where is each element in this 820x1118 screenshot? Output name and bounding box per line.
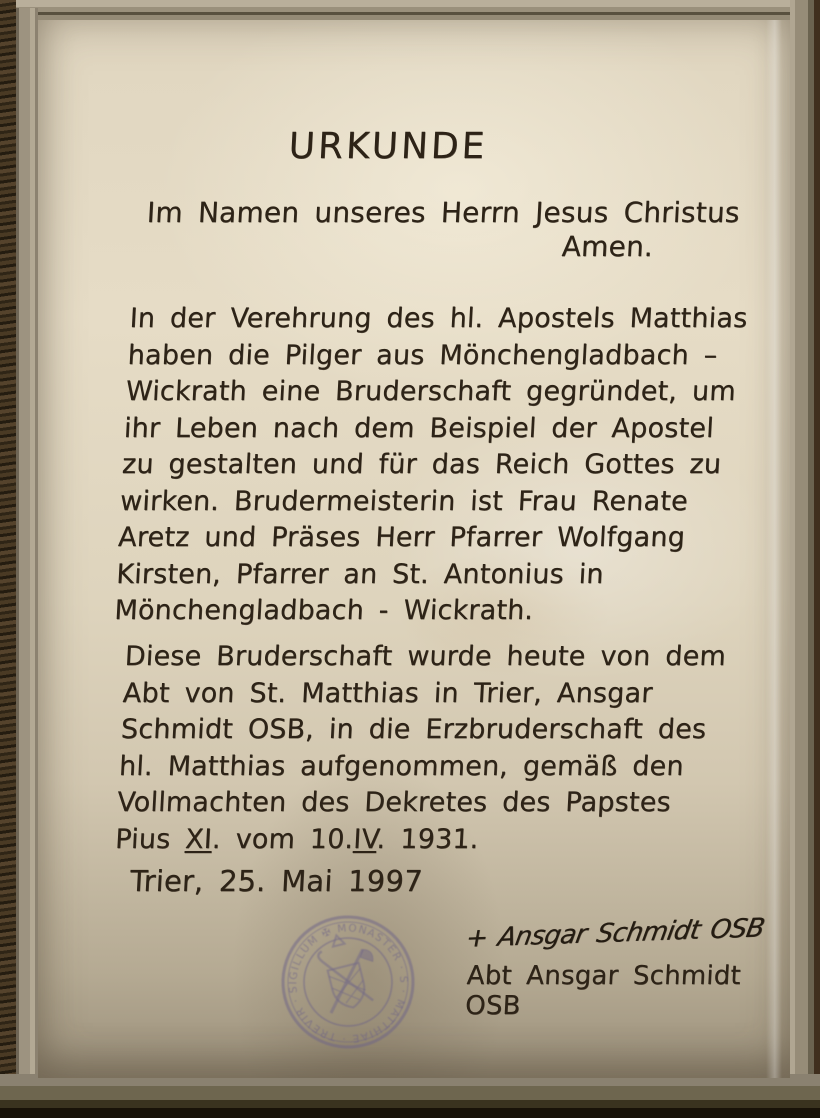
text-line: Wickrath eine Bruderschaft gegründet, um bbox=[125, 376, 737, 407]
admission-paragraph bbox=[114, 639, 727, 858]
picture-frame-left-outer bbox=[0, 0, 16, 1118]
text-segment: . 1931. bbox=[375, 823, 480, 855]
text-line: Mönchengladbach - Wickrath. bbox=[113, 595, 535, 626]
document-title: URKUNDE bbox=[287, 126, 489, 167]
text-line: hl. Matthias aufgenommen, gemäß den bbox=[118, 750, 685, 782]
pius-decree-line bbox=[114, 822, 717, 859]
certificate-paper bbox=[38, 20, 790, 1078]
text-line: Abt von St. Matthias in Trier, Ansgar bbox=[122, 677, 654, 709]
seal-ring-text: SIGILLUM ✠ MONASTER · S · MATTHIAE · TREVIR · bbox=[287, 922, 410, 1045]
amen-line: Amen. bbox=[560, 230, 654, 263]
text-line: Schmidt OSB, in die Erzbruderschaft des bbox=[120, 714, 708, 745]
invocation-line: Im Namen unseres Herrn Jesus Christus bbox=[146, 196, 741, 229]
text-segment: Pius bbox=[114, 823, 187, 855]
text-line: In der Verehrung des hl. Apostels Matthias bbox=[128, 303, 749, 334]
text-line: Vollmachten des Dekretes des Papstes bbox=[116, 787, 672, 818]
dateline: Trier, 25. Mai 1997 bbox=[129, 864, 424, 898]
text-segment: . vom 10. bbox=[211, 823, 355, 855]
text-line: Diese Bruderschaft wurde heute von dem bbox=[124, 641, 727, 672]
handwritten-signature: + Ansgar Schmidt OSB bbox=[463, 913, 767, 954]
text-line: ihr Leben nach dem Beispiel der Apostel bbox=[123, 412, 715, 444]
invocation-block bbox=[144, 196, 792, 264]
monastery-seal-stamp bbox=[261, 895, 436, 1070]
signature-name-line: Abt Ansgar Schmidt OSB bbox=[464, 961, 742, 1021]
signature-block bbox=[463, 913, 796, 1021]
picture-frame-bottom bbox=[0, 1074, 820, 1118]
roman-numeral-iv: IV bbox=[352, 823, 378, 855]
text-line: haben die Pilger aus Mönchengladbach – bbox=[126, 339, 719, 371]
picture-frame-top bbox=[0, 0, 820, 20]
picture-frame-left-bevel bbox=[16, 8, 38, 1090]
roman-numeral-xi: XI bbox=[184, 823, 213, 855]
text-line: Kirsten, Pfarrer an St. Antonius in bbox=[115, 558, 605, 590]
founding-paragraph bbox=[113, 301, 748, 630]
text-line: Aretz und Präses Herr Pfarrer Wolfgang bbox=[117, 522, 686, 553]
text-line: zu gestalten und für das Reich Gottes zu bbox=[121, 449, 723, 480]
text-line: wirken. Brudermeisterin ist Frau Renate bbox=[119, 485, 689, 517]
